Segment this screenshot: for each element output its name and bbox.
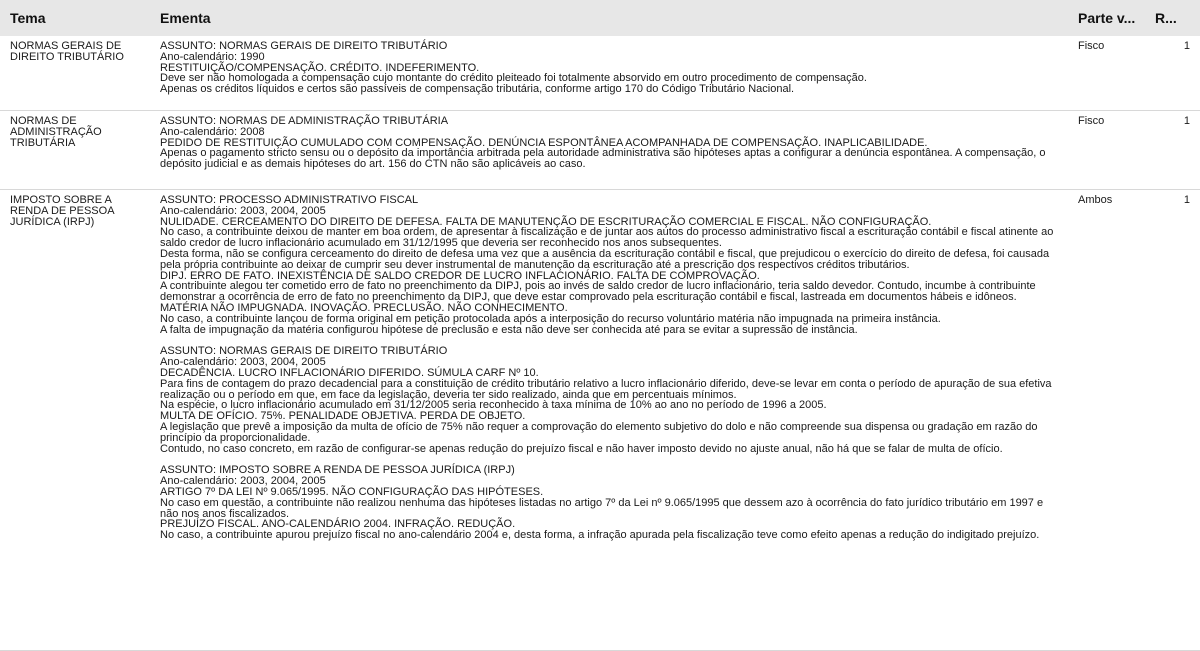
cell-ementa [150, 111, 1068, 189]
ementa-line: PEDIDO DE RESTITUIÇÃO CUMULADO COM COMPENSAÇÃO. DENÚNCIA ESPONTÂNEA ACOMPANHADA DE COMPENSAÇÃO. INAPLICABILIDADE. [160, 136, 928, 149]
ementa-line: Ano-calendário: 2003, 2004, 2005 [160, 356, 326, 369]
ementa-line: RESTITUIÇÃO/COMPENSAÇÃO. CRÉDITO. INDEFERIMENTO. [160, 61, 480, 74]
ementa-block [160, 41, 1056, 95]
ementa-line: Para fins de contagem do prazo decadencial para a constituição de crédito tributário relativo a lucro inflacionário diferido, deve-se levar em conta o período de apuração de sua efetiva realização ou o período em que, em face da legislação, deveria ter sido realizado, ainda que em percentuais mínimos. [160, 377, 1052, 401]
cell-r: 1 [1183, 40, 1190, 52]
ementa-line: NULIDADE. CERCEAMENTO DO DIREITO DE DEFESA. FALTA DE MANUTENÇÃO DE ESCRITURAÇÃO COMERCIAL E FISCAL. NÃO CONFIGURAÇÃO. [160, 215, 932, 228]
column-header-tema[interactable]: Tema [10, 10, 46, 26]
ementa-line: Apenas o pagamento stricto sensu ou o depósito da importância arbitrada pela autoridade administrativa são hipóteses aptas a configurar a denúncia espontânea. A compensação, o depósito judicial e as demais hipóteses do art. 156 do CTN não são aplicáveis ao caso. [160, 147, 1046, 171]
ementa-line: ASSUNTO: NORMAS GERAIS DE DIREITO TRIBUTÁRIO [160, 345, 448, 358]
ementa-line: No caso, a contribuinte deixou de manter em boa ordem, de apresentar à fiscalização e de juntar aos autos do processo administrativo fiscal a escrituração contábil e fiscal atinente ao saldo credor de lucro inflacionário acumulado em 31/12/1995 que deveria ser reconhecido nos anos subsequentes. [160, 226, 1054, 250]
ementa-block [160, 116, 1056, 170]
ementa-line: ASSUNTO: NORMAS GERAIS DE DIREITO TRIBUTÁRIO [160, 40, 448, 52]
ementa-line: MULTA DE OFÍCIO. 75%. PENALIDADE OBJETIVA. PERDA DE OBJETO. [160, 410, 526, 423]
ementa-line: Deve ser não homologada a compensação cujo montante do crédito pleiteado foi totalmente absorvido em outro procedimento de compensação. [160, 72, 867, 85]
ementa-line: A falta de impugnação da matéria configurou hipótese de preclusão e esta não deve ser conhecida até para se evitar a supressão de instância. [160, 323, 858, 336]
table-row[interactable] [0, 36, 1200, 111]
cell-ementa [150, 36, 1068, 110]
cell-parte: Fisco [1078, 40, 1105, 52]
cell-r: 1 [1183, 194, 1190, 206]
ementa-line: Contudo, no caso concreto, em razão de configurar-se apenas redução do prejuízo fiscal e não haver imposto devido no ajuste anual, não há que se falar de multa de ofício. [160, 442, 1003, 455]
ementa-line: No caso, a contribuinte lançou de forma original em petição protocolada após a interposição do recurso voluntário matéria não impugnada na primeira instância. [160, 312, 941, 325]
ementa-line: A legislação que prevê a imposição da multa de ofício de 75% não requer a comprovação do elemento subjetivo do dolo e não compreende sua dispensa ou gradação em razão do princípio da proporcionalidade. [160, 420, 1038, 444]
cell-tema: IMPOSTO SOBRE A RENDA DE PESSOA JURÍDICA (IRPJ) [10, 194, 114, 228]
ementa-line: No caso em questão, a contribuinte não realizou nenhuma das hipóteses listadas no artigo 7º da Lei nº 9.065/1995 que dessem azo à ocorrência do fato jurídico tributário em 1997 e não nos anos fiscalizados. [160, 496, 1044, 520]
table-row[interactable] [0, 111, 1200, 190]
ementa-line: ARTIGO 7º DA LEI Nº 9.065/1995. NÃO CONFIGURAÇÃO DAS HIPÓTESES. [160, 485, 544, 498]
column-header-parte-vencedora[interactable]: Parte v... [1078, 10, 1136, 26]
ementa-block [160, 346, 1056, 454]
table-row[interactable] [0, 190, 1200, 651]
ementa-line: Ano-calendário: 1990 [160, 50, 265, 63]
ementa-line: Na espécie, o lucro inflacionário acumulado em 31/12/2005 seria reconhecido à taxa mínima de 10% ao ano no período de 1996 a 2005. [160, 399, 827, 412]
cell-tema: NORMAS DE ADMINISTRAÇÃO TRIBUTÁRIA [10, 115, 102, 149]
column-header-r[interactable]: R... [1155, 10, 1177, 26]
cell-tema: NORMAS GERAIS DE DIREITO TRIBUTÁRIO [10, 40, 124, 63]
cell-ementa [150, 190, 1068, 650]
ementa-line: ASSUNTO: NORMAS DE ADMINISTRAÇÃO TRIBUTÁRIA [160, 115, 449, 127]
ementa-line: ASSUNTO: IMPOSTO SOBRE A RENDA DE PESSOA JURÍDICA (IRPJ) [160, 464, 515, 477]
ementa-line: Apenas os créditos líquidos e certos são passíveis de compensação tributária, conforme artigo 170 do Código Tributário Nacional. [160, 83, 795, 96]
ementa-line: Desta forma, não se configura cerceamento do direito de defesa uma vez que a ausência da escrituração contábil e fiscal, que prejudicou o exercício do direito de defesa, foi causada pela própria contribuinte ao deixar de cumprir seu dever instrumental de manutenção da escrituração até a prescrição dos respectivos créditos tributários. [160, 247, 1050, 271]
ementa-line: PREJUÍZO FISCAL. ANO-CALENDÁRIO 2004. INFRAÇÃO. REDUÇÃO. [160, 518, 516, 531]
ementa-line: No caso, a contribuinte apurou prejuízo fiscal no ano-calendário 2004 e, desta forma, a infração apurada pela fiscalização teve como efeito apenas a redução do indigitado prejuízo. [160, 529, 1040, 542]
ementa-line: Ano-calendário: 2003, 2004, 2005 [160, 204, 326, 217]
cell-r: 1 [1183, 115, 1190, 127]
ementa-block [160, 195, 1056, 335]
ementa-line: ASSUNTO: PROCESSO ADMINISTRATIVO FISCAL [160, 194, 419, 206]
cell-parte: Ambos [1078, 194, 1113, 206]
ementa-line: MATÉRIA NÃO IMPUGNADA. INOVAÇÃO. PRECLUSÃO. NÃO CONHECIMENTO. [160, 301, 568, 314]
ementa-line: DECADÊNCIA. LUCRO INFLACIONÁRIO DIFERIDO. SÚMULA CARF Nº 10. [160, 366, 539, 379]
table-header [0, 0, 1200, 36]
ementa-line: Ano-calendário: 2008 [160, 125, 265, 138]
ementa-line: A contribuinte alegou ter cometido erro de fato no preenchimento da DIPJ, pois ao invés de saldo credor de lucro inflacionário, teria saldo devedor. Contudo, incumbe à contribuinte demonstrar a ocorrência de erro de fato no preenchimento da DIPJ, que deve estar comprovado pela escrituração contábil e fiscal, lastreada em documentos hábeis e idôneos. [160, 280, 1036, 304]
ementa-line: Ano-calendário: 2003, 2004, 2005 [160, 475, 326, 488]
ementa-block [160, 465, 1056, 541]
cell-parte: Fisco [1078, 115, 1105, 127]
column-header-ementa[interactable]: Ementa [160, 10, 211, 26]
ementa-line: DIPJ. ERRO DE FATO. INEXISTÊNCIA DE SALDO CREDOR DE LUCRO INFLACIONÁRIO. FALTA DE COMPROVAÇÃO. [160, 269, 760, 282]
